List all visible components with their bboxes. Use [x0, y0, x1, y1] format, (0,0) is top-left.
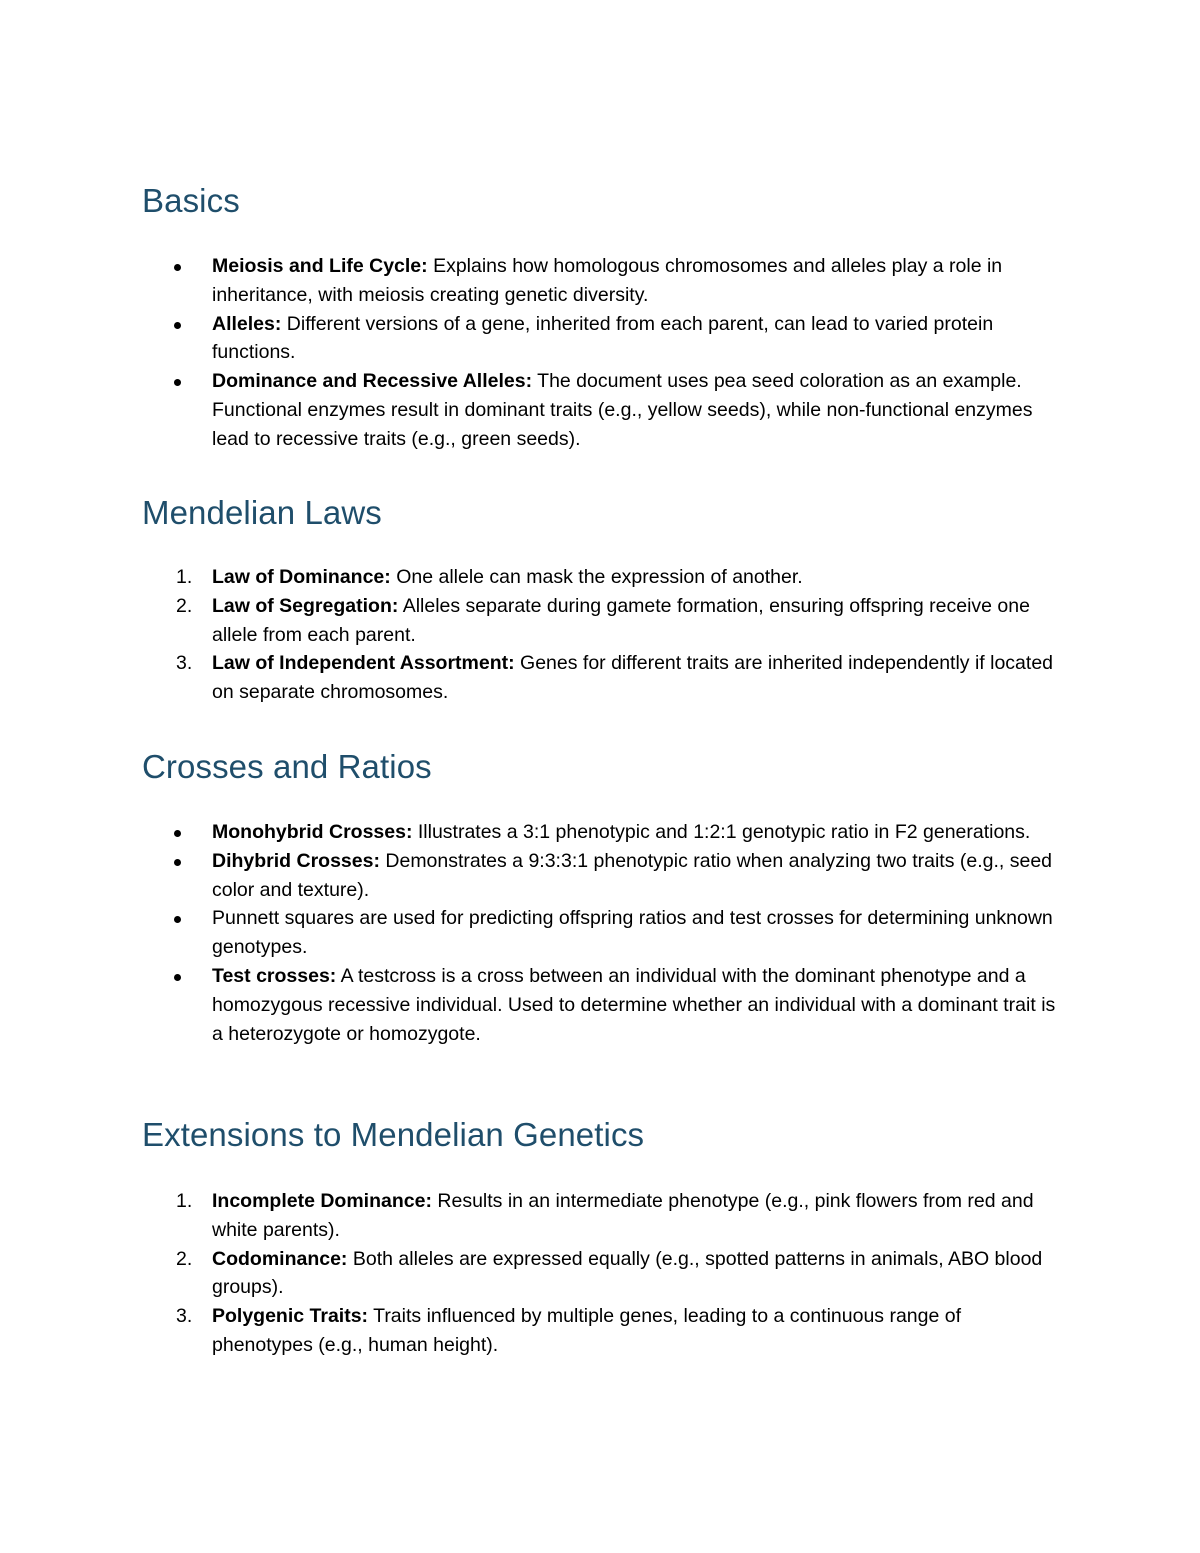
list-item — [142, 904, 1062, 962]
bullet-icon — [174, 974, 181, 981]
list-item — [142, 649, 1062, 707]
item-number: 1. — [176, 1190, 193, 1212]
item-term: Codominance: — [212, 1247, 348, 1270]
item-term: Law of Independent Assortment: — [212, 652, 515, 675]
list-item — [142, 962, 1062, 1048]
item-text: Illustrates a 3:1 phenotypic and 1:2:1 genotypic ratio in F2 generations. — [412, 821, 1031, 843]
bullet-icon — [174, 859, 181, 866]
item-text: Genes for different traits are inherited independently if located on separate chromosomes. — [212, 652, 1054, 704]
section-heading: Mendelian Laws — [142, 494, 382, 531]
item-text: The document uses pea seed coloration as an example. Functional enzymes result in dominant traits (e.g., yellow seeds), while non-functional enzymes lead to recessive traits (e.g., green seeds). — [212, 370, 1033, 450]
item-term: Alleles: — [212, 312, 282, 335]
item-term: Test crosses: — [212, 964, 337, 987]
section-crosses-and-ratios — [142, 747, 1062, 1045]
item-term: Meiosis and Life Cycle: — [212, 255, 428, 277]
list-item — [142, 1245, 1062, 1303]
item-term: Dominance and Recessive Alleles: — [212, 370, 533, 393]
item-text: Both alleles are expressed equally (e.g., spotted patterns in animals, ABO blood groups). — [212, 1247, 1043, 1299]
list-item — [142, 1302, 1062, 1360]
list-item — [142, 847, 1062, 905]
bullet-icon — [174, 379, 181, 386]
item-text: Alleles separate during gamete formation, ensuring offspring receive one allele from each parent. — [212, 594, 1030, 646]
item-number: 3. — [176, 652, 193, 675]
list-item — [142, 592, 1062, 650]
bullet-icon — [174, 322, 181, 329]
list-item — [142, 252, 1062, 310]
section-heading: Crosses and Ratios — [142, 748, 432, 785]
item-term: Monohybrid Crosses: — [212, 821, 413, 843]
item-term: Incomplete Dominance: — [212, 1190, 432, 1212]
item-text: Punnett squares are used for predicting offspring ratios and test crosses for determining unknown genotypes. — [212, 907, 1053, 959]
item-number: 3. — [176, 1305, 193, 1328]
bullet-list — [142, 818, 1062, 1048]
item-number: 2. — [176, 594, 193, 617]
item-text: One allele can mask the expression of another. — [390, 566, 803, 588]
item-term: Law of Dominance: — [212, 566, 391, 588]
list-item — [142, 818, 1062, 847]
list-item — [142, 367, 1062, 453]
item-term: Law of Segregation: — [212, 594, 399, 617]
item-text: Results in an intermediate phenotype (e.g., pink flowers from red and white parents). — [212, 1190, 1034, 1241]
list-item — [142, 563, 1062, 592]
item-term: Dihybrid Crosses: — [212, 849, 380, 872]
bullet-list — [142, 252, 1062, 454]
section-heading: Basics — [142, 182, 240, 219]
section-heading: Extensions to Mendelian Genetics — [142, 1116, 645, 1153]
bullet-icon — [174, 830, 181, 837]
list-item — [142, 1187, 1062, 1245]
item-number: 1. — [176, 566, 193, 588]
bullet-icon — [174, 916, 181, 923]
numbered-list — [142, 1187, 1062, 1360]
section-basics — [142, 181, 1062, 450]
item-text: Demonstrates a 9:3:3:1 phenotypic ratio when analyzing two traits (e.g., seed color and texture). — [212, 849, 1053, 901]
item-text: A testcross is a cross between an individual with the dominant phenotype and a homozygous recessive individual. Used to determine whether an individual with a dominant trait is a heterozygote or homozygote. — [212, 964, 1056, 1045]
item-text: Traits influenced by multiple genes, leading to a continuous range of phenotypes (e.g., human height). — [212, 1305, 962, 1356]
numbered-list — [142, 563, 1062, 707]
section-extensions — [142, 1115, 1062, 1356]
bullet-icon — [174, 264, 181, 271]
item-text: Explains how homologous chromosomes and alleles play a role in inheritance, with meiosis creating genetic diversity. — [212, 255, 1003, 306]
section-mendelian-laws — [142, 493, 1062, 704]
item-term: Polygenic Traits: — [212, 1305, 369, 1328]
item-number: 2. — [176, 1247, 193, 1270]
list-item — [142, 310, 1062, 368]
item-text: Different versions of a gene, inherited from each parent, can lead to varied protein functions. — [212, 312, 994, 364]
